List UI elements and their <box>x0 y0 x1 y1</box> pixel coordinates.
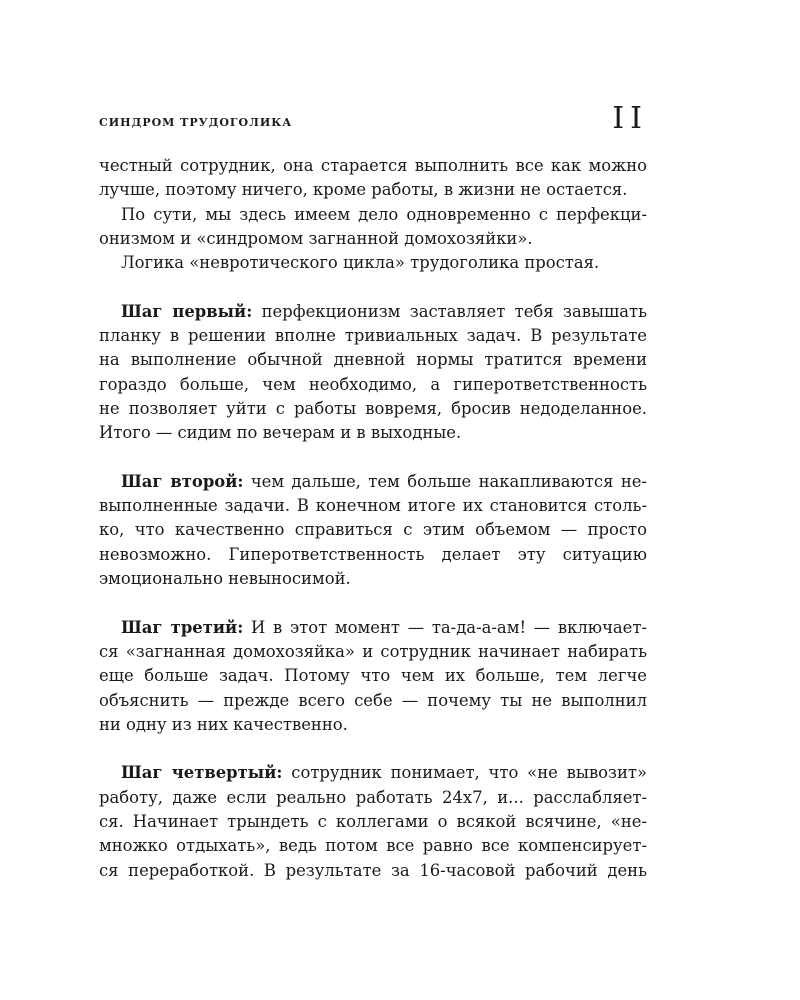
page-number: II <box>612 101 648 136</box>
text-line: невозможно. Гиперответственность делает эту ситуацию <box>99 544 647 564</box>
text-line: Итого — сидим по вечерам и в выходные. <box>99 423 462 443</box>
step-text: чем дальше, тем больше накапливаются не- <box>243 471 648 491</box>
text-line: множко отдыхать», ведь потом все равно все компенсирует- <box>99 836 647 856</box>
text-line: онизмом и «синдромом загнанной домохозяйки». <box>99 228 533 248</box>
text-line: работу, даже если реально работать 24х7, и... расслабляет- <box>99 787 647 807</box>
text-line: планку в решении вполне тривиальных задач. В результате <box>99 326 647 346</box>
step-label: Шаг четвертый: <box>121 763 283 783</box>
text-line: Логика «невротического цикла» трудоголика простая. <box>121 253 600 273</box>
step-label: Шаг первый: <box>121 301 253 321</box>
step-1-paragraph <box>99 300 647 446</box>
text-line <box>99 616 647 640</box>
text-line: объяснить — прежде всего себе — почему ты не выполнил <box>99 690 647 710</box>
step-label: Шаг второй: <box>121 471 244 491</box>
text-line: честный сотрудник, она старается выполнить все как можно <box>99 156 647 175</box>
text-line: лучше, поэтому ничего, кроме работы, в жизни не остается. <box>99 180 628 200</box>
text-line: на выполнение обычной дневной нормы тратится времени <box>99 350 647 370</box>
page-body <box>99 154 647 883</box>
step-2-paragraph <box>99 470 647 591</box>
intro-paragraph <box>99 154 647 275</box>
step-text: перфекционизм заставляет тебя завышать <box>252 301 647 321</box>
text-line: ся «загнанная домохозяйка» и сотрудник начинает набирать <box>99 641 647 661</box>
paragraph-gap <box>99 446 647 470</box>
text-line: ся переработкой. В результате за 16-часовой рабочий день <box>99 860 647 880</box>
paragraph-gap <box>99 275 647 299</box>
running-head: СИНДРОМ ТРУДОГОЛИКА <box>99 116 293 129</box>
text-line: По сути, мы здесь имеем дело одновременно с перфекци- <box>121 204 647 224</box>
step-text: И в этот момент — та-да-а-ам! — включает- <box>243 617 647 637</box>
text-line: гораздо больше, чем необходимо, а гиперответственность <box>99 374 647 394</box>
text-line: эмоционально невыносимой. <box>99 569 351 589</box>
step-4-paragraph <box>99 761 647 882</box>
text-line: не позволяет уйти с работы вовремя, бросив недоделанное. <box>99 398 647 418</box>
text-line: ко, что качественно справиться с этим объемом — просто <box>99 520 647 540</box>
text-line <box>99 761 647 785</box>
text-line <box>99 470 647 494</box>
text-line <box>99 300 647 324</box>
text-line: еще больше задач. Потому что чем их больше, тем легче <box>99 666 647 686</box>
text-line: ся. Начинает трындеть с коллегами о всякой всячине, «не- <box>99 812 647 832</box>
text-line: выполненные задачи. В конечном итоге их становится столь- <box>99 496 647 516</box>
step-label: Шаг третий: <box>121 617 244 637</box>
text-line: ни одну из них качественно. <box>99 714 348 734</box>
step-3-paragraph <box>99 616 647 737</box>
step-text: сотрудник понимает, что «не вывозит» <box>282 763 647 783</box>
paragraph-gap <box>99 737 647 761</box>
paragraph-gap <box>99 591 647 615</box>
